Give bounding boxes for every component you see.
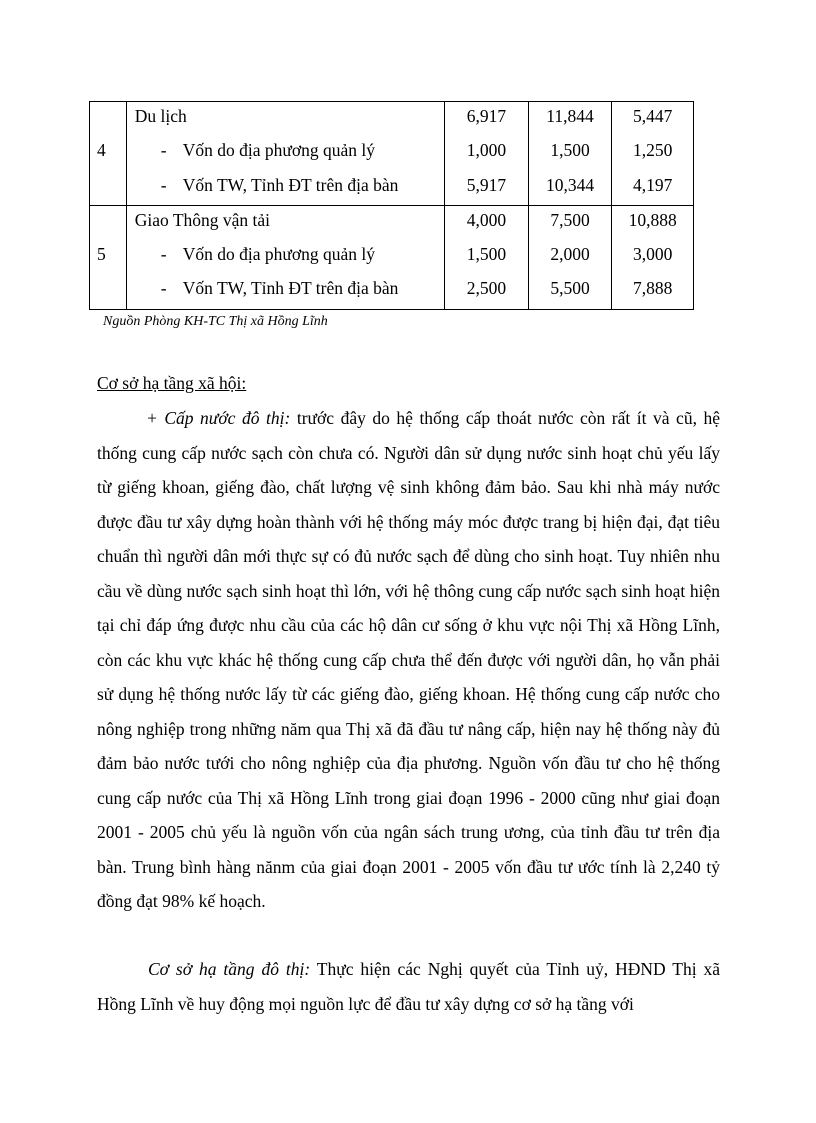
value-cell: 1,000 — [466, 140, 507, 161]
investment-table — [89, 101, 694, 310]
value-cell: 5,500 — [550, 278, 590, 299]
table-group-row — [90, 102, 694, 206]
value-cell: 4,000 — [466, 209, 507, 230]
value-cell: 3,000 — [632, 244, 673, 265]
group-number: 5 — [97, 244, 106, 265]
value-column-2 — [528, 205, 612, 309]
paragraph-lead: + Cấp nước đô thị: — [146, 408, 291, 428]
paragraph-body: trước đây do hệ thống cấp thoát nước còn rất ít và cũ, hệ thống cung cấp nước sạch còn chưa có. Người dân sử dụng nước sinh hoạt chủ yếu lấy từ giếng khoan, giếng đào, chất lượng vệ sinh không đảm bảo. Sau khi nhà máy nước được đầu tư xây dựng hoàn thành với hệ thống máy móc được trang bị hiện đại, đạt tiêu chuẩn thì người dân mới thực sự có đủ nước sạch để dùng cho sinh hoạt. Tuy nhiên nhu cầu về dùng nước sạch sinh hoạt thì lớn, với hệ thông cung cấp nước sạch sinh hoạt hiện tại chỉ đáp ứng được nhu cầu của các hộ dân cư sống ở khu vực nội Thị xã Hồng Lĩnh, còn các khu vực khác hệ thống cung cấp chưa thể đến được với người dân, họ vẫn phải sử dụng hệ thống nước lấy từ các giếng đào, giếng khoan. Hệ thống cung cấp nước cho nông nghiệp trong những năm qua Thị xã đã đầu tư nâng cấp, hiện nay hệ thống này đủ đảm bảo nước tưới cho nông nghiệp của địa phương. Nguồn vốn đầu tư cho hệ thống cung cấp nước của Thị xã Hồng Lĩnh trong giai đoạn 1996 - 2000 cũng như giai đoạn 2001 - 2005 chủ yếu là nguồn vốn của ngân sách trung ương, của tỉnh đầu tư trên địa bàn. Trung bình hàng nănm của giai đoạn 2001 - 2005 vốn đầu tư ước tính là 2,240 tỷ đồng đạt 98% kế hoạch. — [97, 408, 720, 911]
value-cell: 7,888 — [632, 278, 673, 299]
value-column-2 — [528, 102, 612, 206]
value-cell: 1,250 — [632, 140, 673, 161]
value-cell: 6,917 — [466, 106, 507, 126]
item-cell — [126, 102, 444, 206]
value-cell: 5,917 — [466, 174, 507, 195]
section-heading: Cơ sở hạ tầng xã hội: — [97, 373, 247, 393]
sub-item: - Vốn TW, Tỉnh ĐT trên địa bàn — [160, 174, 399, 195]
group-number-cell — [90, 205, 127, 309]
paragraph-water-supply — [97, 401, 720, 919]
group-number: 4 — [97, 140, 106, 161]
item-heading: Du lịch — [134, 106, 187, 126]
value-cell: 1,500 — [550, 140, 590, 161]
value-cell: 10,344 — [545, 174, 595, 195]
item-heading: Giao Thông vận tải — [134, 209, 271, 230]
table-group-row — [90, 205, 694, 309]
value-cell: 2,000 — [550, 244, 590, 265]
table-source-note: Nguồn Phòng KH-TC Thị xã Hồng Lĩnh — [103, 314, 328, 329]
value-column-3 — [612, 102, 694, 206]
value-column-1 — [445, 102, 529, 206]
sub-item: - Vốn do địa phương quản lý — [160, 140, 376, 161]
item-cell — [126, 205, 444, 309]
value-column-3 — [612, 205, 694, 309]
value-cell: 11,844 — [546, 106, 594, 126]
paragraph-body: Thực hiện các Nghị quyết của Tỉnh uỷ, HĐND Thị xã Hồng Lĩnh về huy động mọi nguồn lực để đầu tư xây dựng cơ sở hạ tầng với — [97, 959, 721, 1014]
sub-item: - Vốn TW, Tỉnh ĐT trên địa bàn — [160, 278, 399, 299]
group-number-cell — [90, 102, 127, 206]
value-cell: 7,500 — [550, 209, 590, 230]
value-cell: 4,197 — [632, 174, 673, 195]
sub-item: - Vốn do địa phương quản lý — [160, 244, 376, 265]
value-cell: 1,500 — [466, 244, 507, 265]
value-cell: 2,500 — [466, 278, 507, 299]
value-cell: 5,447 — [632, 106, 673, 126]
value-cell: 10,888 — [628, 209, 677, 230]
value-column-1 — [445, 205, 529, 309]
paragraph-urban-infrastructure — [97, 952, 720, 1021]
paragraph-lead: Cơ sở hạ tầng đô thị: — [148, 959, 311, 979]
